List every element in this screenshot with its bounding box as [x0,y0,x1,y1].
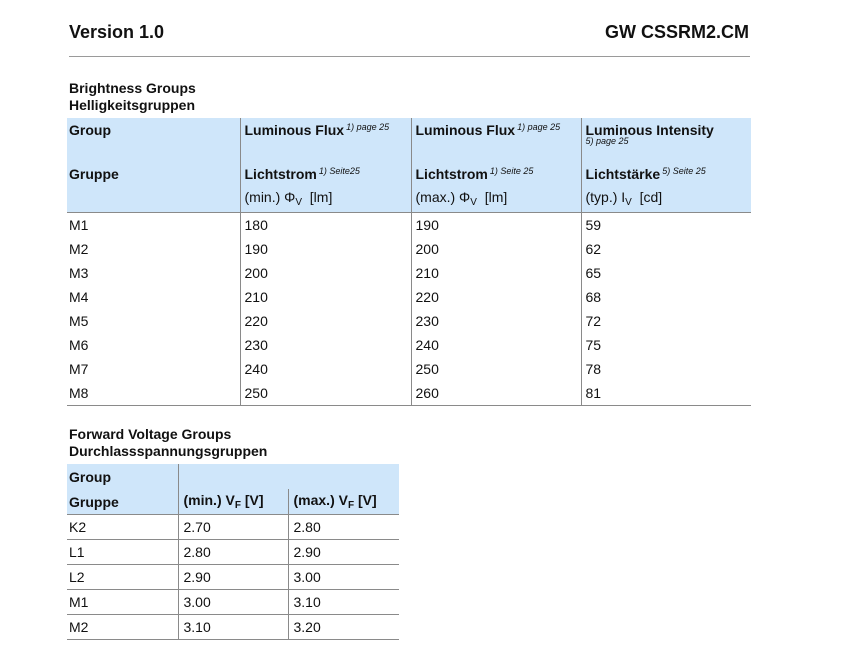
brightness-title-en: Brightness Groups [69,80,196,96]
brightness-head-col1-en: Luminous Flux $^{1) page 25}$ [240,118,411,164]
table-row [67,565,399,590]
table-row [67,237,751,261]
group-cell: M7 [69,361,89,377]
typ-intensity-cell: 81 [581,381,751,406]
max-flux-cell: 230 [411,309,581,333]
typ-intensity-cell: 75 [581,333,751,357]
brightness-head-col2-en: Luminous Flux $^{1) page 25}$ [411,118,581,164]
brightness-head-col3-en: Luminous Intensity 5) page 25 [581,118,751,164]
part-number: GW CSSRM2.CM [605,22,749,42]
group-cell: M2 [69,241,89,257]
min-flux-cell: 250 [240,381,411,406]
voltage-head-group-de: Gruppe [67,489,178,515]
min-flux-cell: 230 [240,333,411,357]
table-row [67,590,399,615]
typ-intensity-cell: 62 [581,237,751,261]
max-flux-cell: 240 [411,333,581,357]
table-row [67,615,399,640]
max-voltage-cell: 2.80 [288,515,399,540]
table-row [67,309,751,333]
max-flux-cell: 260 [411,381,581,406]
max-flux-cell: 190 [411,213,581,238]
voltage-title-de: Durchlassspannungsgruppen [69,443,268,459]
voltage-head-group-en: Group [69,468,111,485]
typ-intensity-cell: 59 [581,213,751,238]
min-flux-cell: 190 [240,237,411,261]
max-voltage-cell: 3.10 [288,590,399,615]
min-flux-cell: 210 [240,285,411,309]
min-voltage-cell: 2.80 [178,540,288,565]
table-row [67,333,751,357]
group-cell: M3 [69,265,89,281]
group-cell: M6 [69,337,89,353]
header-divider [69,56,750,57]
min-flux-cell: 240 [240,357,411,381]
version-label: Version 1.0 [69,22,165,42]
brightness-table [67,118,751,406]
group-cell: M1 [69,217,89,233]
brightness-head-group-en: Group [69,122,111,138]
max-flux-cell: 250 [411,357,581,381]
brightness-head-col3-unit: (typ.) $I_V$ [cd] [581,184,751,213]
voltage-title-en: Forward Voltage Groups [69,426,232,442]
max-flux-cell: 200 [411,237,581,261]
table-row [67,261,751,285]
table-row [67,381,751,406]
min-flux-cell: 180 [240,213,411,238]
min-flux-cell: 220 [240,309,411,333]
typ-intensity-cell: 78 [581,357,751,381]
brightness-head-empty [67,184,240,213]
brightness-head-col1-de: Lichtstrom $^{1) Seite25}$ [240,164,411,184]
max-voltage-cell: 3.00 [288,565,399,590]
min-voltage-cell: 3.00 [178,590,288,615]
min-voltage-cell: 3.10 [178,615,288,640]
voltage-head-col2: (max.) $V_F$ [V] [288,489,399,515]
brightness-head-col2-unit: (max.) $\Phi_V$ [lm] [411,184,581,213]
group-cell: L2 [67,565,178,590]
group-cell: M8 [67,381,240,406]
table-row [67,540,399,565]
brightness-head-col1-unit: (min.) $\Phi_V$ [lm] [240,184,411,213]
brightness-head-col3-de: Lichtstärke $^{5) Seite 25}$ [581,164,751,184]
table-row [67,213,751,238]
page-header [69,22,749,46]
max-flux-cell: 210 [411,261,581,285]
typ-intensity-cell: 65 [581,261,751,285]
brightness-title-de: Helligkeitsgruppen [69,97,196,113]
typ-intensity-cell: 68 [581,285,751,309]
min-flux-cell: 200 [240,261,411,285]
max-flux-cell: 220 [411,285,581,309]
group-cell: M2 [67,615,178,640]
voltage-head-col1: (min.) $V_F$ [V] [178,489,288,515]
table-row [67,285,751,309]
voltage-head-empty [178,464,399,489]
table-row [67,515,399,540]
group-cell: M1 [67,590,178,615]
group-cell: M4 [69,289,89,305]
group-cell: K2 [67,515,178,540]
brightness-head-col2-de: Lichtstrom $^{1) Seite 25}$ [411,164,581,184]
min-voltage-cell: 2.70 [178,515,288,540]
max-voltage-cell: 2.90 [288,540,399,565]
min-voltage-cell: 2.90 [178,565,288,590]
max-voltage-cell: 3.20 [288,615,399,640]
group-cell: L1 [67,540,178,565]
brightness-head-group-de: Gruppe [69,166,119,182]
typ-intensity-cell: 72 [581,309,751,333]
group-cell: M5 [69,313,89,329]
voltage-table [67,464,399,640]
table-row [67,357,751,381]
